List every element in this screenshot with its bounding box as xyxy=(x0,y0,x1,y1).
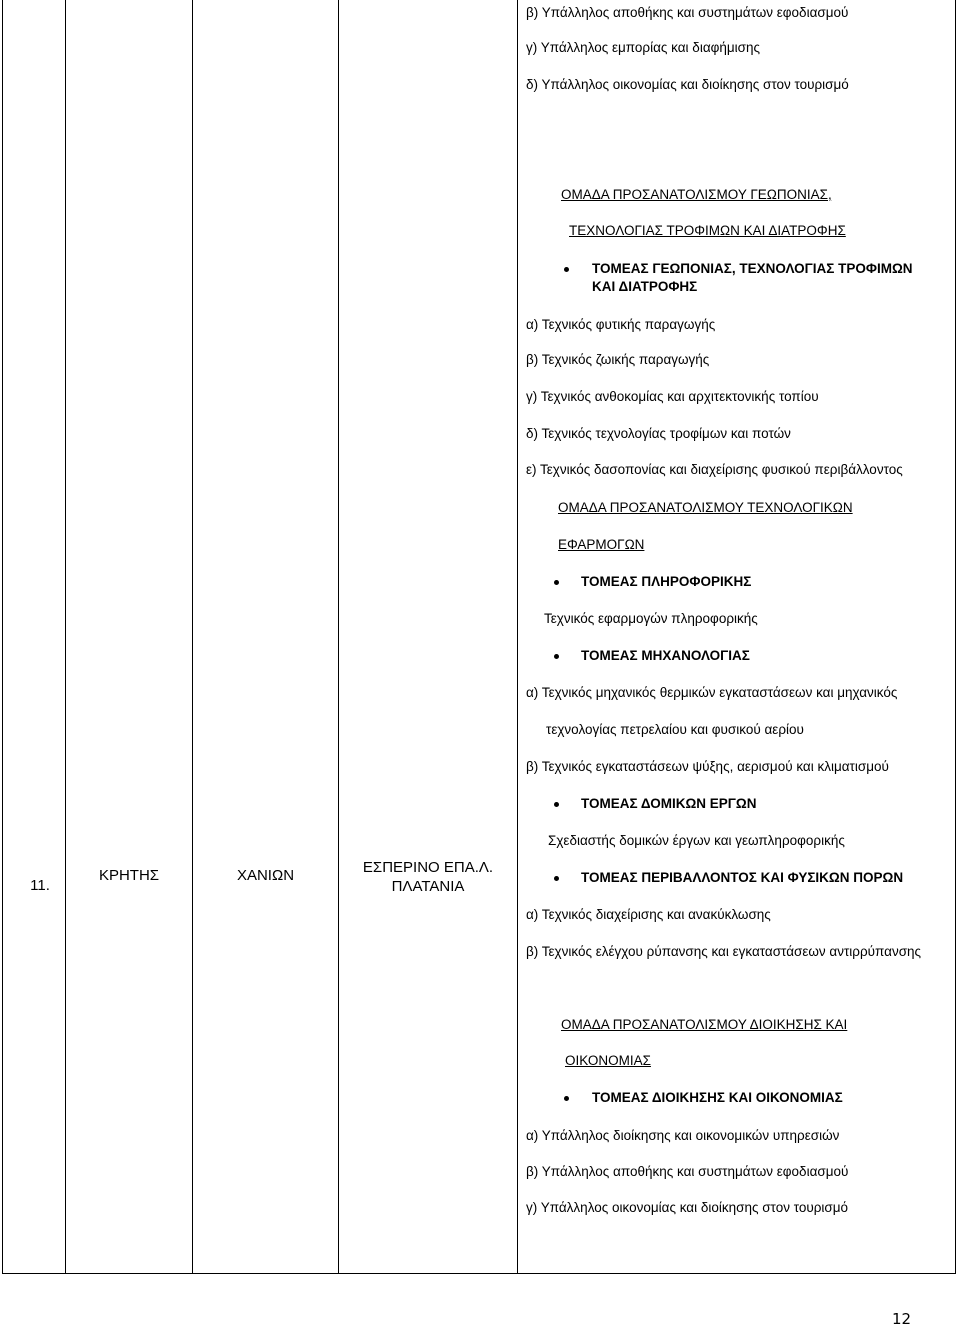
sector-heading: ΚΑΙ ΔΙΑΤΡΟΦΗΣ xyxy=(592,279,698,294)
list-item: α) Τεχνικός φυτικής παραγωγής xyxy=(526,317,716,332)
table-border-left xyxy=(2,0,3,1274)
list-item: α) Υπάλληλος διοίκησης και οικονομικών υπηρεσιών xyxy=(526,1128,840,1143)
group-heading: ΟΜΑΔΑ ΠΡΟΣΑΝΑΤΟΛΙΣΜΟΥ ΓΕΩΠΟΝΙΑΣ, xyxy=(561,187,832,202)
school-name-line2: ΠΛΑΤΑΝΙΑ xyxy=(391,878,465,895)
sector-heading: ΤΟΜΕΑΣ ΠΕΡΙΒΑΛΛΟΝΤΟΣ ΚΑΙ ΦΥΣΙΚΩΝ ΠΟΡΩΝ xyxy=(581,870,904,885)
bullet-icon xyxy=(554,876,559,881)
table-border-right xyxy=(955,0,956,1274)
list-item: γ) Τεχνικός ανθοκομίας και αρχιτεκτονικής τοπίου xyxy=(526,389,819,404)
sector-heading: ΤΟΜΕΑΣ ΓΕΩΠΟΝΙΑΣ, ΤΕΧΝΟΛΟΓΙΑΣ ΤΡΟΦΙΜΩΝ xyxy=(592,261,913,276)
list-item: β) Τεχνικός εγκαταστάσεων ψύξης, αερισμού και κλιματισμού xyxy=(526,759,889,774)
list-item: β) Τεχνικός ελέγχου ρύπανσης και εγκαταστάσεων αντιρρύπανσης xyxy=(526,944,922,959)
group-heading: ΟΜΑΔΑ ΠΡΟΣΑΝΑΤΟΛΙΣΜΟΥ ΔΙΟΙΚΗΣΗΣ ΚΑΙ xyxy=(561,1017,848,1032)
column-divider-4 xyxy=(517,0,518,1274)
region-cell: ΚΡΗΤΗΣ xyxy=(98,867,160,884)
list-item: ε) Τεχνικός δασοπονίας και διαχείρισης φυσικού περιβάλλοντος xyxy=(526,462,903,477)
bullet-icon xyxy=(564,267,569,272)
column-divider-1 xyxy=(65,0,66,1274)
sector-heading: ΤΟΜΕΑΣ ΔΟΜΙΚΩΝ ΕΡΓΩΝ xyxy=(581,796,757,811)
group-heading: ΕΦΑΡΜΟΓΩΝ xyxy=(558,537,645,552)
table-border-bottom xyxy=(2,1273,956,1274)
list-item: δ) Υπάλληλος οικονομίας και διοίκησης στον τουρισμό xyxy=(526,77,849,92)
list-item: γ) Υπάλληλος εμπορίας και διαφήμισης xyxy=(526,40,761,55)
column-divider-2 xyxy=(192,0,193,1274)
list-item: β) Τεχνικός ζωικής παραγωγής xyxy=(526,352,710,367)
group-heading: ΟΙΚΟΝΟΜΙΑΣ xyxy=(565,1053,651,1068)
row-number: 11. xyxy=(30,877,50,894)
prefecture-cell: ΧΑΝΙΩΝ xyxy=(236,867,295,884)
list-item: Τεχνικός εφαρμογών πληροφορικής xyxy=(544,611,758,626)
list-item: α) Τεχνικός διαχείρισης και ανακύκλωσης xyxy=(526,907,771,922)
bullet-icon xyxy=(554,654,559,659)
sector-heading: ΤΟΜΕΑΣ ΜΗΧΑΝΟΛΟΓΙΑΣ xyxy=(581,648,750,663)
school-name-line1: ΕΣΠΕΡΙΝΟ ΕΠΑ.Λ. xyxy=(362,859,494,876)
list-item: γ) Υπάλληλος οικονομίας και διοίκησης στον τουρισμό xyxy=(526,1200,849,1215)
sector-heading: ΤΟΜΕΑΣ ΠΛΗΡΟΦΟΡΙΚΗΣ xyxy=(581,574,752,589)
list-item: τεχνολογίας πετρελαίου και φυσικού αερίου xyxy=(546,722,804,737)
list-item: Σχεδιαστής δομικών έργων και γεωπληροφορικής xyxy=(548,833,845,848)
list-item: β) Υπάλληλος αποθήκης και συστημάτων εφοδιασμού xyxy=(526,1164,849,1179)
bullet-icon xyxy=(554,802,559,807)
list-item: α) Τεχνικός μηχανικός θερμικών εγκαταστάσεων και μηχανικός xyxy=(526,685,898,700)
list-item: β) Υπάλληλος αποθήκης και συστημάτων εφοδιασμού xyxy=(526,5,849,20)
group-heading: ΟΜΑΔΑ ΠΡΟΣΑΝΑΤΟΛΙΣΜΟΥ ΤΕΧΝΟΛΟΓΙΚΩΝ xyxy=(558,500,853,515)
bullet-icon xyxy=(554,580,559,585)
page-number: 12 xyxy=(892,1310,912,1328)
bullet-icon xyxy=(564,1096,569,1101)
sector-heading: ΤΟΜΕΑΣ ΔΙΟΙΚΗΣΗΣ ΚΑΙ ΟΙΚΟΝΟΜΙΑΣ xyxy=(592,1090,843,1105)
column-divider-3 xyxy=(338,0,339,1274)
group-heading: ΤΕΧΝΟΛΟΓΙΑΣ ΤΡΟΦΙΜΩΝ ΚΑΙ ΔΙΑΤΡΟΦΗΣ xyxy=(569,223,846,238)
list-item: δ) Τεχνικός τεχνολογίας τροφίμων και ποτών xyxy=(526,426,791,441)
